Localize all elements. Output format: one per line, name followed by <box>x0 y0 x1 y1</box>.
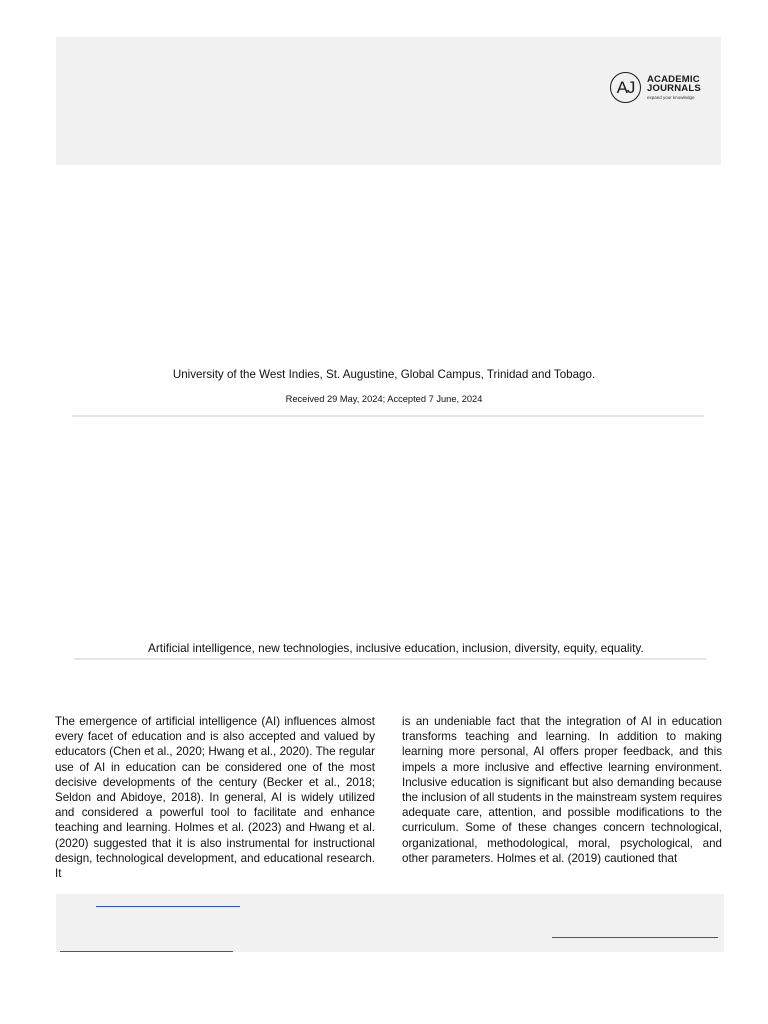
divider <box>74 658 706 660</box>
academic-journals-logo[interactable] <box>610 72 701 103</box>
logo-line-2: JOURNALS <box>647 83 701 95</box>
email-link[interactable] <box>96 892 240 907</box>
keywords: Artificial intelligence, new technologies, inclusive education, inclusion, diversity, equity, equality. <box>148 641 644 655</box>
body-text-right-column: is an undeniable fact that the integration of AI in education transforms teaching and learning. In addition to making learning more personal, AI offers proper feedback, and this impels a more inclusive and effective learning environment. Inclusive education is significant but also demanding because the inclusion of all students in the mainstream system requires adequate care, attention, and possible modifications to the curriculum. Some of these changes concern technological, organizational, methodological, moral, psychological, and other parameters. Holmes et al. (2019) cautioned that <box>402 715 722 865</box>
footer-link[interactable] <box>60 937 233 952</box>
footer-link[interactable] <box>552 923 718 938</box>
logo-text <box>647 75 701 101</box>
body-text-left-column: The emergence of artificial intelligence (AI) influences almost every facet of education and is also accepted and valued by educators (Chen et al., 2020; Hwang et al., 2020). The regular use of AI in education can be considered one of the most decisive developments of the century (Becker et al., 2018; Seldon and Abidoye, 2018). In general, AI is widely utilized and considered a powerful tool to facilitate and enhance teaching and learning. Holmes et al. (2023) and Hwang et al. (2020) suggested that it is also instrumental for instructional design, technological development, and educational research. It <box>55 715 375 881</box>
received-accepted-dates: Received 29 May, 2024; Accepted 7 June, 2024 <box>285 394 483 404</box>
aj-logo-icon: AJ <box>610 72 641 103</box>
logo-tagline: expand your knowledge <box>647 94 695 100</box>
logo-line-1: ACADEMIC <box>647 73 700 85</box>
divider <box>72 415 704 417</box>
author-affiliation: University of the West Indies, St. Augustine, Global Campus, Trinidad and Tobago. <box>172 368 596 381</box>
